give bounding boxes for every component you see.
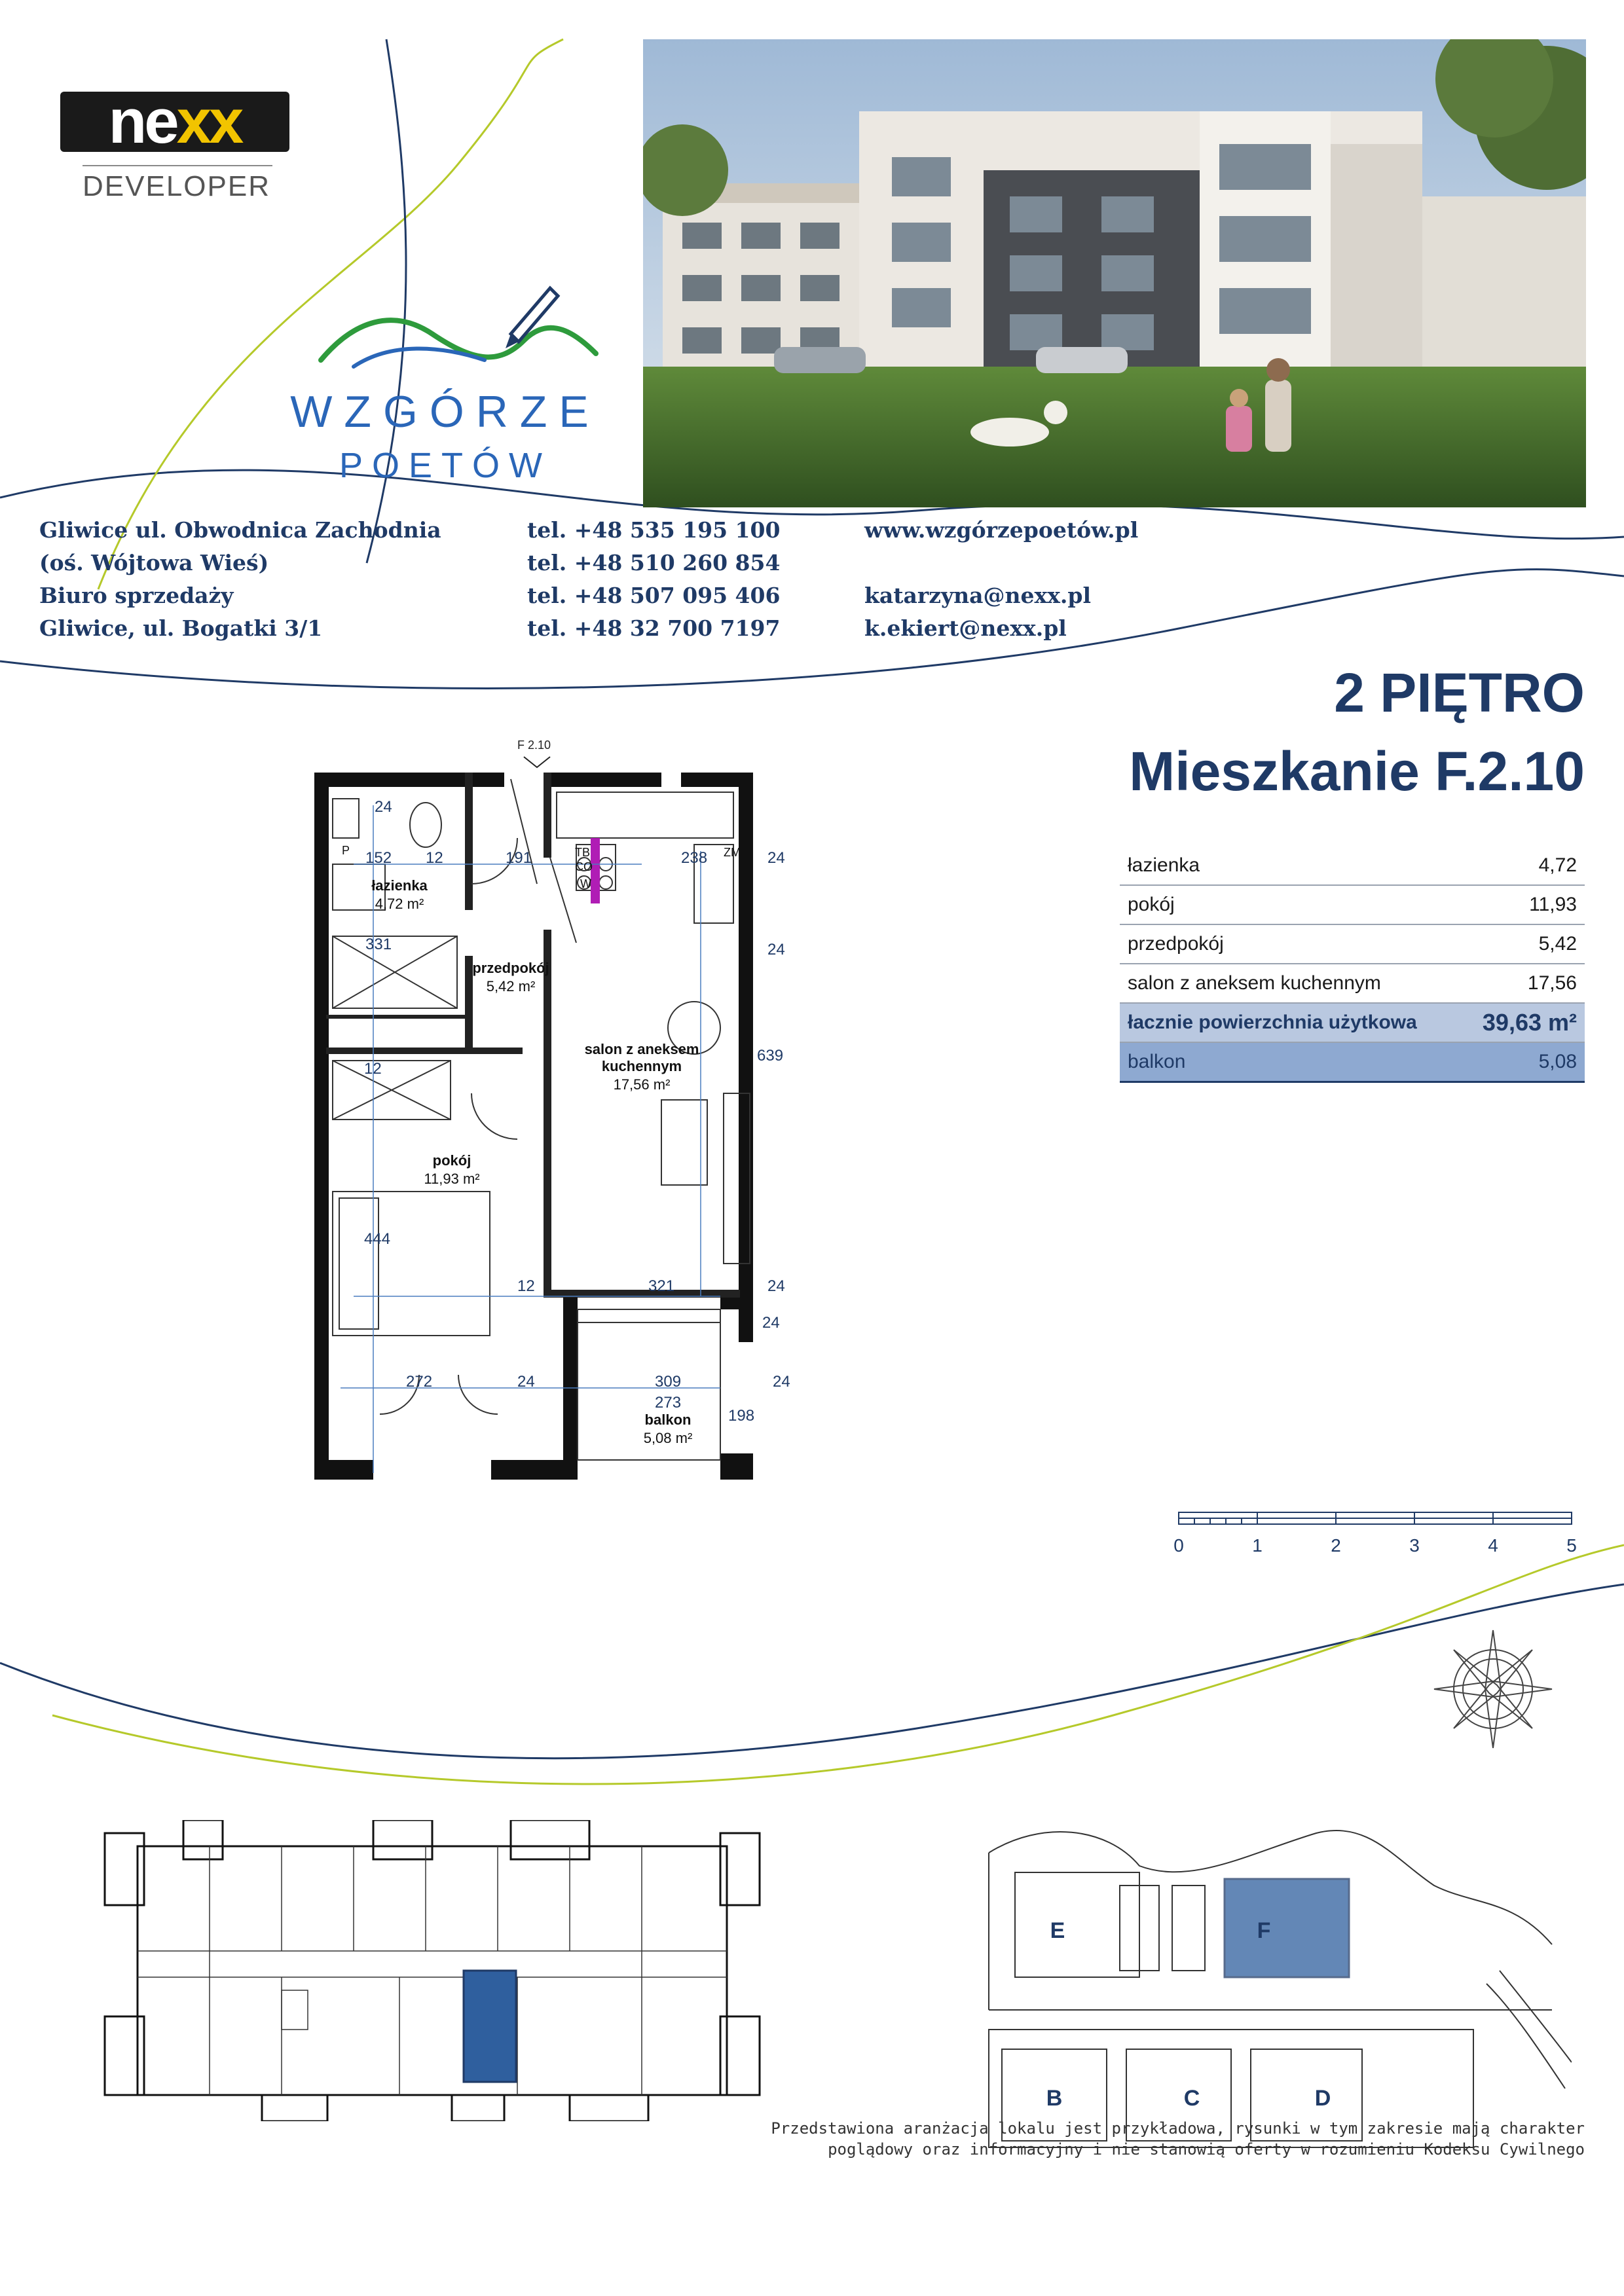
dimension-label: 331	[365, 936, 392, 953]
dimension-label: 24	[375, 798, 392, 816]
dimension-label: 238	[681, 849, 708, 867]
building-label: F	[1257, 1918, 1271, 1943]
room-area: 17,56 m²	[613, 1076, 671, 1093]
phone-link[interactable]: tel. +48 32 700 7197	[527, 615, 781, 641]
scale-tick: 5	[1566, 1535, 1577, 1556]
area-value: 11,93	[1529, 894, 1577, 915]
area-name: przedpokój	[1128, 933, 1224, 955]
scale-tick: 0	[1173, 1535, 1184, 1556]
total-area-row	[1120, 1004, 1585, 1043]
scale-tick: 2	[1331, 1535, 1341, 1556]
room-name: balkon	[644, 1412, 692, 1428]
disclaimer-line: Przedstawiona aranżacja lokalu jest przykładowa, rysunki w tym zakresie mają charakter	[771, 2119, 1585, 2138]
floor-plan	[301, 733, 838, 1486]
dimension-label: 24	[517, 1373, 535, 1391]
building-label: C	[1183, 2086, 1200, 2111]
room-area: 5,08 m²	[643, 1430, 693, 1446]
area-row	[1120, 847, 1585, 886]
building-f-highlight	[1225, 1879, 1349, 1977]
room-name: przedpokój	[472, 960, 549, 976]
logo-subtitle: DEVELOPER	[83, 165, 272, 203]
room-name: pokój	[432, 1152, 471, 1169]
plan-symbol: W	[580, 877, 591, 890]
area-value: 5,42	[1538, 933, 1577, 955]
plan-symbol: P	[342, 844, 350, 857]
plan-symbol: TB	[575, 846, 591, 859]
email-link[interactable]: katarzyna@nexx.pl	[864, 583, 1091, 608]
scale-bar	[1166, 1506, 1585, 1571]
selected-apartment-highlight	[464, 1971, 516, 2082]
total-area-value: 39,63 m²	[1482, 1009, 1577, 1036]
web-block	[864, 514, 1138, 645]
room-name: łazienka	[371, 877, 428, 894]
phone-link[interactable]: tel. +48 507 095 406	[527, 583, 781, 608]
room-area: 5,42 m²	[486, 978, 536, 994]
balcony-row	[1120, 1043, 1585, 1083]
hero-photo	[643, 39, 1586, 507]
area-name: łazienka	[1128, 854, 1200, 876]
dimension-label: 12	[364, 1060, 382, 1078]
dimension-label: 12	[517, 1277, 535, 1295]
room-name-cont: kuchennym	[601, 1058, 682, 1074]
disclaimer-line: poglądowy oraz informacyjny i nie stanowią oferty w rozumieniu Kodeksu Cywilnego	[828, 2140, 1585, 2159]
scale-tick: 1	[1252, 1535, 1263, 1556]
dimension-label: 24	[762, 1314, 780, 1332]
address-block	[39, 514, 441, 645]
brand-hills-icon	[314, 282, 602, 380]
phone-link[interactable]: tel. +48 535 195 100	[527, 517, 781, 543]
dimension-label: 272	[406, 1373, 433, 1391]
apartment-title: Mieszkanie F.2.10	[1129, 740, 1585, 802]
plan-symbol: CO	[575, 860, 593, 873]
room-area: 11,93 m²	[424, 1171, 480, 1187]
email-link[interactable]: k.ekiert@nexx.pl	[864, 615, 1067, 641]
dimension-label: 191	[506, 849, 532, 867]
area-name: salon z aneksem kuchennym	[1128, 972, 1381, 994]
scale-tick: 4	[1488, 1535, 1498, 1556]
phone-link[interactable]: tel. +48 510 260 854	[527, 550, 781, 575]
area-row	[1120, 964, 1585, 1004]
dimension-label: 309	[655, 1373, 682, 1391]
floor-title: 2 PIĘTRO	[1334, 662, 1585, 723]
address-line: Gliwice ul. Obwodnica Zachodnia	[39, 517, 441, 543]
building-label: E	[1050, 1918, 1065, 1943]
dimension-label: 12	[426, 849, 443, 867]
dimension-label: 24	[773, 1373, 790, 1391]
disclaimer	[740, 2118, 1585, 2160]
area-name: pokój	[1128, 894, 1175, 915]
dimension-label: 24	[767, 849, 785, 867]
entrance-label: F 2.10	[517, 738, 551, 752]
site-plan	[976, 1813, 1572, 2160]
compass-icon	[1428, 1624, 1559, 1755]
nexx-logo-mark: ne xx	[60, 92, 289, 152]
address-line: (oś. Wójtowa Wieś)	[39, 550, 269, 575]
dimension-label: 24	[767, 1277, 785, 1295]
total-area-label: łacznie powierzchnia użytkowa	[1128, 1011, 1417, 1033]
area-value: 17,56	[1527, 972, 1577, 994]
floor-key-plan	[98, 1820, 766, 2121]
address-line: Gliwice, ul. Bogatki 3/1	[39, 615, 323, 641]
dimension-label: 24	[767, 941, 785, 958]
website-link[interactable]: www.wzgórzepoetów.pl	[864, 517, 1139, 543]
dimension-label: 639	[757, 1047, 784, 1065]
phone-block	[527, 514, 780, 645]
dimension-label: 152	[365, 849, 392, 867]
balcony-value: 5,08	[1538, 1051, 1577, 1072]
balcony-label: balkon	[1128, 1051, 1186, 1072]
dimension-label: 444	[364, 1230, 391, 1248]
area-value: 4,72	[1538, 854, 1577, 876]
room-name: salon z aneksem	[584, 1041, 699, 1057]
dimension-label: 198	[728, 1407, 755, 1425]
address-line: Biuro sprzedaży	[39, 583, 234, 608]
developer-logo	[60, 86, 289, 203]
building-label: B	[1046, 2086, 1063, 2111]
brand-subtitle: POETÓW	[339, 446, 551, 485]
dimension-label: 321	[648, 1277, 675, 1295]
area-table	[1120, 847, 1585, 1083]
scale-tick: 3	[1409, 1535, 1420, 1556]
brand-title: WZGÓRZE	[290, 387, 600, 437]
dimension-label: 273	[655, 1394, 682, 1412]
area-row	[1120, 925, 1585, 964]
building-label: D	[1314, 2086, 1331, 2111]
room-area: 4,72 m²	[375, 896, 424, 912]
area-row	[1120, 886, 1585, 925]
plan-symbol: ZM	[724, 846, 741, 859]
